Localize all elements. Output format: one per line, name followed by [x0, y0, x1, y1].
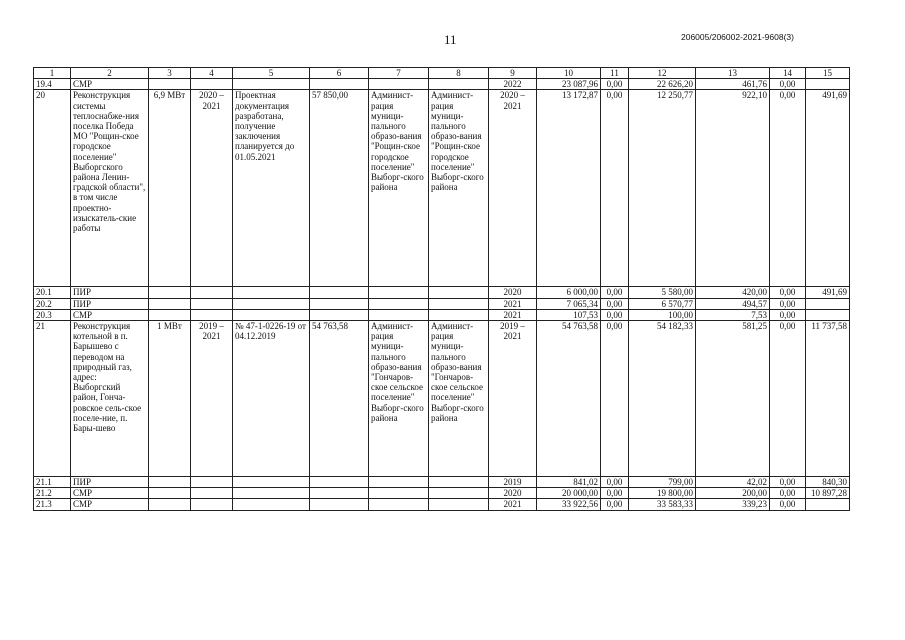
table-cell — [310, 287, 369, 298]
table-cell: 799,00 — [629, 477, 696, 488]
table-cell — [191, 488, 233, 499]
table-cell: 420,00 — [696, 287, 770, 298]
table-cell: 11 737,58 — [806, 321, 850, 477]
document-code: 206005/206002-2021-9608(3) — [681, 32, 794, 42]
table-cell: 2022 — [489, 79, 537, 90]
table-cell — [429, 309, 489, 320]
table-cell: СМР — [71, 79, 149, 90]
table-cell — [191, 298, 233, 309]
table-cell — [149, 499, 191, 510]
table-cell: 2021 — [489, 298, 537, 309]
table-cell — [233, 477, 310, 488]
table-cell — [310, 79, 369, 90]
table-cell — [429, 488, 489, 499]
table-cell: 21.3 — [34, 499, 71, 510]
table-cell: 107,53 — [537, 309, 601, 320]
table-cell: ПИР — [71, 287, 149, 298]
table-cell — [806, 499, 850, 510]
table-cell — [233, 298, 310, 309]
table-cell: 57 850,00 — [310, 90, 369, 287]
table-cell: 922,10 — [696, 90, 770, 287]
table-cell: 0,00 — [770, 287, 806, 298]
table-cell: 0,00 — [770, 79, 806, 90]
table-cell: 0,00 — [601, 321, 629, 477]
table-cell — [191, 287, 233, 298]
table-cell: 0,00 — [770, 488, 806, 499]
table-cell: 2020 — [489, 287, 537, 298]
table-cell: Проектная документация разработана, получение заключения планируется до 01.05.2021 — [233, 90, 310, 287]
table-cell: 491,69 — [806, 287, 850, 298]
column-header: 5 — [233, 68, 310, 79]
column-header: 11 — [601, 68, 629, 79]
table-cell: ПИР — [71, 477, 149, 488]
table-cell — [233, 287, 310, 298]
table-cell — [191, 499, 233, 510]
table-cell — [310, 477, 369, 488]
column-header: 3 — [149, 68, 191, 79]
table-cell: 6 570,77 — [629, 298, 696, 309]
table-cell: СМР — [71, 309, 149, 320]
table-cell: 2019 – 2021 — [191, 321, 233, 477]
data-table — [33, 67, 850, 511]
table-cell — [369, 477, 429, 488]
table-cell: 461,76 — [696, 79, 770, 90]
table-cell — [310, 298, 369, 309]
table-cell — [149, 298, 191, 309]
table-cell: 494,57 — [696, 298, 770, 309]
column-header: 14 — [770, 68, 806, 79]
table-cell: 20 — [34, 90, 71, 287]
table-cell: 33 922,56 — [537, 499, 601, 510]
table-cell: № 47-1-0226-19 от 04.12.2019 — [233, 321, 310, 477]
table-cell — [310, 499, 369, 510]
table-cell — [233, 499, 310, 510]
table-cell: 2020 – 2021 — [489, 90, 537, 287]
page-number: 11 — [444, 32, 457, 47]
table-cell: 19 800,00 — [629, 488, 696, 499]
table-cell: 20.2 — [34, 298, 71, 309]
table-cell: 21.1 — [34, 477, 71, 488]
table-cell: 6 000,00 — [537, 287, 601, 298]
table-cell: 841,02 — [537, 477, 601, 488]
table-cell — [369, 488, 429, 499]
table-row — [34, 287, 850, 298]
table-cell: 0,00 — [601, 499, 629, 510]
table-cell — [369, 287, 429, 298]
table-row — [34, 309, 850, 320]
table-cell — [233, 488, 310, 499]
table-cell: 19.4 — [34, 79, 71, 90]
table-cell — [369, 298, 429, 309]
table-cell — [806, 298, 850, 309]
table-cell — [191, 79, 233, 90]
table-cell: СМР — [71, 499, 149, 510]
column-header: 10 — [537, 68, 601, 79]
table-cell: 20.1 — [34, 287, 71, 298]
table-cell: 0,00 — [601, 309, 629, 320]
table-cell: 2021 — [489, 499, 537, 510]
table-cell — [233, 79, 310, 90]
table-row — [34, 90, 850, 287]
column-header: 8 — [429, 68, 489, 79]
table-cell: 581,25 — [696, 321, 770, 477]
table-cell: 0,00 — [601, 79, 629, 90]
column-header: 6 — [310, 68, 369, 79]
table-cell: 0,00 — [601, 90, 629, 287]
table-cell: 0,00 — [770, 321, 806, 477]
table-cell: Реконструкция котельной в п. Барышево с переводом на природный газ, адрес: Выборгский район, Гонча-ровское сель-ское поселе-ние, п. Бары-шево — [71, 321, 149, 477]
column-header: 7 — [369, 68, 429, 79]
table-cell: 491,69 — [806, 90, 850, 287]
table-cell: 2020 – 2021 — [191, 90, 233, 287]
table-cell — [369, 499, 429, 510]
table-cell: 5 580,00 — [629, 287, 696, 298]
column-header: 12 — [629, 68, 696, 79]
table-cell — [429, 287, 489, 298]
table-cell — [806, 79, 850, 90]
table-cell — [310, 309, 369, 320]
table-cell: Админист-рация муници-пального образо-вания "Рощин-ское городское поселение" Выборг-ского района — [369, 90, 429, 287]
table-cell: 10 897,28 — [806, 488, 850, 499]
column-header: 4 — [191, 68, 233, 79]
table-cell: 0,00 — [601, 287, 629, 298]
table-cell: 54 763,58 — [537, 321, 601, 477]
table-cell: 0,00 — [770, 298, 806, 309]
table-cell: 6,9 МВт — [149, 90, 191, 287]
table-cell: 23 087,96 — [537, 79, 601, 90]
table-cell: 0,00 — [601, 298, 629, 309]
table-cell: 22 626,20 — [629, 79, 696, 90]
table-cell: 20 000,00 — [537, 488, 601, 499]
table-cell: 339,23 — [696, 499, 770, 510]
table-cell: 54 182,33 — [629, 321, 696, 477]
table-cell: 0,00 — [601, 477, 629, 488]
table-cell — [429, 298, 489, 309]
table-cell — [369, 309, 429, 320]
table-cell: 7,53 — [696, 309, 770, 320]
column-header: 15 — [806, 68, 850, 79]
table-row — [34, 298, 850, 309]
table-cell: 2021 — [489, 309, 537, 320]
header-row — [34, 68, 850, 79]
table-cell: 2019 – 2021 — [489, 321, 537, 477]
table-cell: 33 583,33 — [629, 499, 696, 510]
table-cell: 0,00 — [770, 309, 806, 320]
table-cell: 0,00 — [770, 90, 806, 287]
table-cell — [233, 309, 310, 320]
table-row — [34, 499, 850, 510]
table-row — [34, 477, 850, 488]
column-header: 2 — [71, 68, 149, 79]
table-cell — [191, 477, 233, 488]
column-header: 9 — [489, 68, 537, 79]
table-cell: 7 065,34 — [537, 298, 601, 309]
table-row — [34, 488, 850, 499]
table-cell: 21.2 — [34, 488, 71, 499]
table-cell — [149, 79, 191, 90]
table-cell: 42,02 — [696, 477, 770, 488]
table-cell: 0,00 — [601, 488, 629, 499]
table-cell: Реконструкция системы теплоснабже-ния поселка Победа МО "Рощин-ское городское поселение" Выборгского района Ленин-градской области", в том числе проектно-изыскатель-ские работы — [71, 90, 149, 287]
table-cell — [806, 309, 850, 320]
table-cell — [149, 309, 191, 320]
table-cell — [429, 79, 489, 90]
table-cell — [149, 287, 191, 298]
column-header: 1 — [34, 68, 71, 79]
table-cell: 200,00 — [696, 488, 770, 499]
table-cell — [429, 477, 489, 488]
table-cell: 1 МВт — [149, 321, 191, 477]
table-cell — [310, 488, 369, 499]
table-row — [34, 79, 850, 90]
table-cell: СМР — [71, 488, 149, 499]
table-cell: 20.3 — [34, 309, 71, 320]
table-cell — [191, 309, 233, 320]
table-cell: 0,00 — [770, 477, 806, 488]
column-header: 13 — [696, 68, 770, 79]
table-cell: 0,00 — [770, 499, 806, 510]
table-cell — [149, 488, 191, 499]
table-cell — [429, 499, 489, 510]
table-cell: ПИР — [71, 298, 149, 309]
table-cell: 21 — [34, 321, 71, 477]
table-cell: 12 250,77 — [629, 90, 696, 287]
table-cell: 2019 — [489, 477, 537, 488]
table-cell: 2020 — [489, 488, 537, 499]
table-cell: 13 172,87 — [537, 90, 601, 287]
table-cell: 54 763,58 — [310, 321, 369, 477]
table-cell: Админист-рация муници-пального образо-вания "Рощин-ское городское поселение" Выборг-ского района — [429, 90, 489, 287]
table-row — [34, 321, 850, 477]
table-cell: 840,30 — [806, 477, 850, 488]
table-cell: Админист-рация муници-пального образо-вания "Гончаров-ское сельское поселение" Выборг-ского района — [429, 321, 489, 477]
table-cell — [369, 79, 429, 90]
table-cell — [149, 477, 191, 488]
table-cell: Админист-рация муници-пального образо-вания "Гончаров-ское сельское поселение" Выборг-ского района — [369, 321, 429, 477]
table-cell: 100,00 — [629, 309, 696, 320]
